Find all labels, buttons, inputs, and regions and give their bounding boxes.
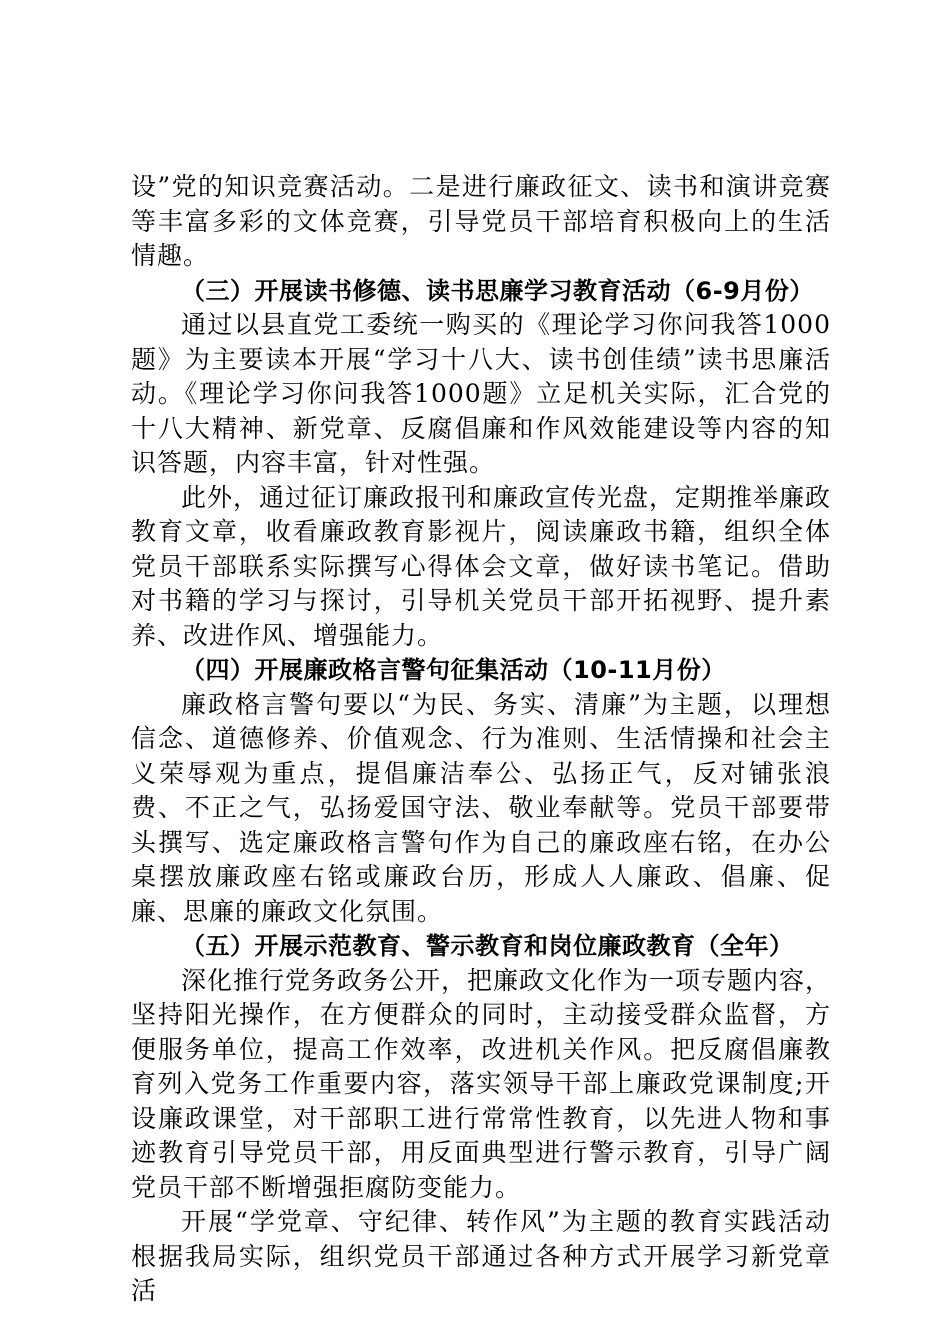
paragraph-6: 廉政格言警句要以“为民、务实、清廉”为主题，以理想信念、道德修养、价值观念、行为准则、生活情操和社会主义荣辱观为重点，提倡廉洁奉公、弘扬正气，反对铺张浪费、不正之气，弘扬爱国守法、敬业奉献等。党员干部要带头撰写、选定廉政格言警句作为自己的廉政座右铭，在办公桌摆放廉政座右铭或廉政台历，形成人人廉政、倡廉、促廉、思廉的廉政文化氛围。 [131,689,831,926]
paragraph-3: 通过以县直党工委统一购买的《理论学习你问我答1000题》为主要读本开展“学习十八大、读书创佳绩”读书思廉活动。《理论学习你问我答1000题》立足机关实际，汇合党的十八大精神、新党章、反腐倡廉和作风效能建设等内容的知识答题，内容丰富，针对性强。 [131,310,831,477]
section-heading-4: （四）开展廉政格言警句征集活动（10-11月份） [181,656,726,684]
document-body [131,170,831,1309]
section-heading-5: （五）开展示范教育、警示教育和岗位廉政教育（全年） [181,932,794,960]
section-heading-3: （三）开展读书修德、读书思廉学习教育活动（6-9月份） [181,276,814,305]
paragraph-9: 开展“学党章、守纪律、转作风”为主题的教育实践活动根据我局实际，组织党员干部通过各种方式开展学习新党章活 [131,1207,831,1305]
paragraph-4: 此外，通过征订廉政报刊和廉政宣传光盘，定期推举廉政教育文章，收看廉政教育影视片，阅读廉政书籍，组织全体党员干部联系实际撰写心得体会文章，做好读书笔记。借助对书籍的学习与探讨，引导机关党员干部开拓视野、提升素养、改进作风、增强能力。 [131,482,832,650]
paragraph-8: 深化推行党务政务公开，把廉政文化作为一项专题内容，坚持阳光操作，在方便群众的同时，主动接受群众监督，方便服务单位，提高工作效率，改进机关作风。把反腐倡廉教育列入党务工作重要内容，落实领导干部上廉政党课制度;开设廉政课堂，对干部职工进行常常性教育，以先进人物和事迹教育引导党员干部，用反面典型进行警示教育，引导广阔党员干部不断增强拒腐防变能力。 [131,965,832,1202]
paragraph-1: 设”党的知识竞赛活动。二是进行廉政征文、读书和演讲竞赛等丰富多彩的文体竞赛，引导党员干部培育积极向上的生活情趣。 [131,172,831,270]
